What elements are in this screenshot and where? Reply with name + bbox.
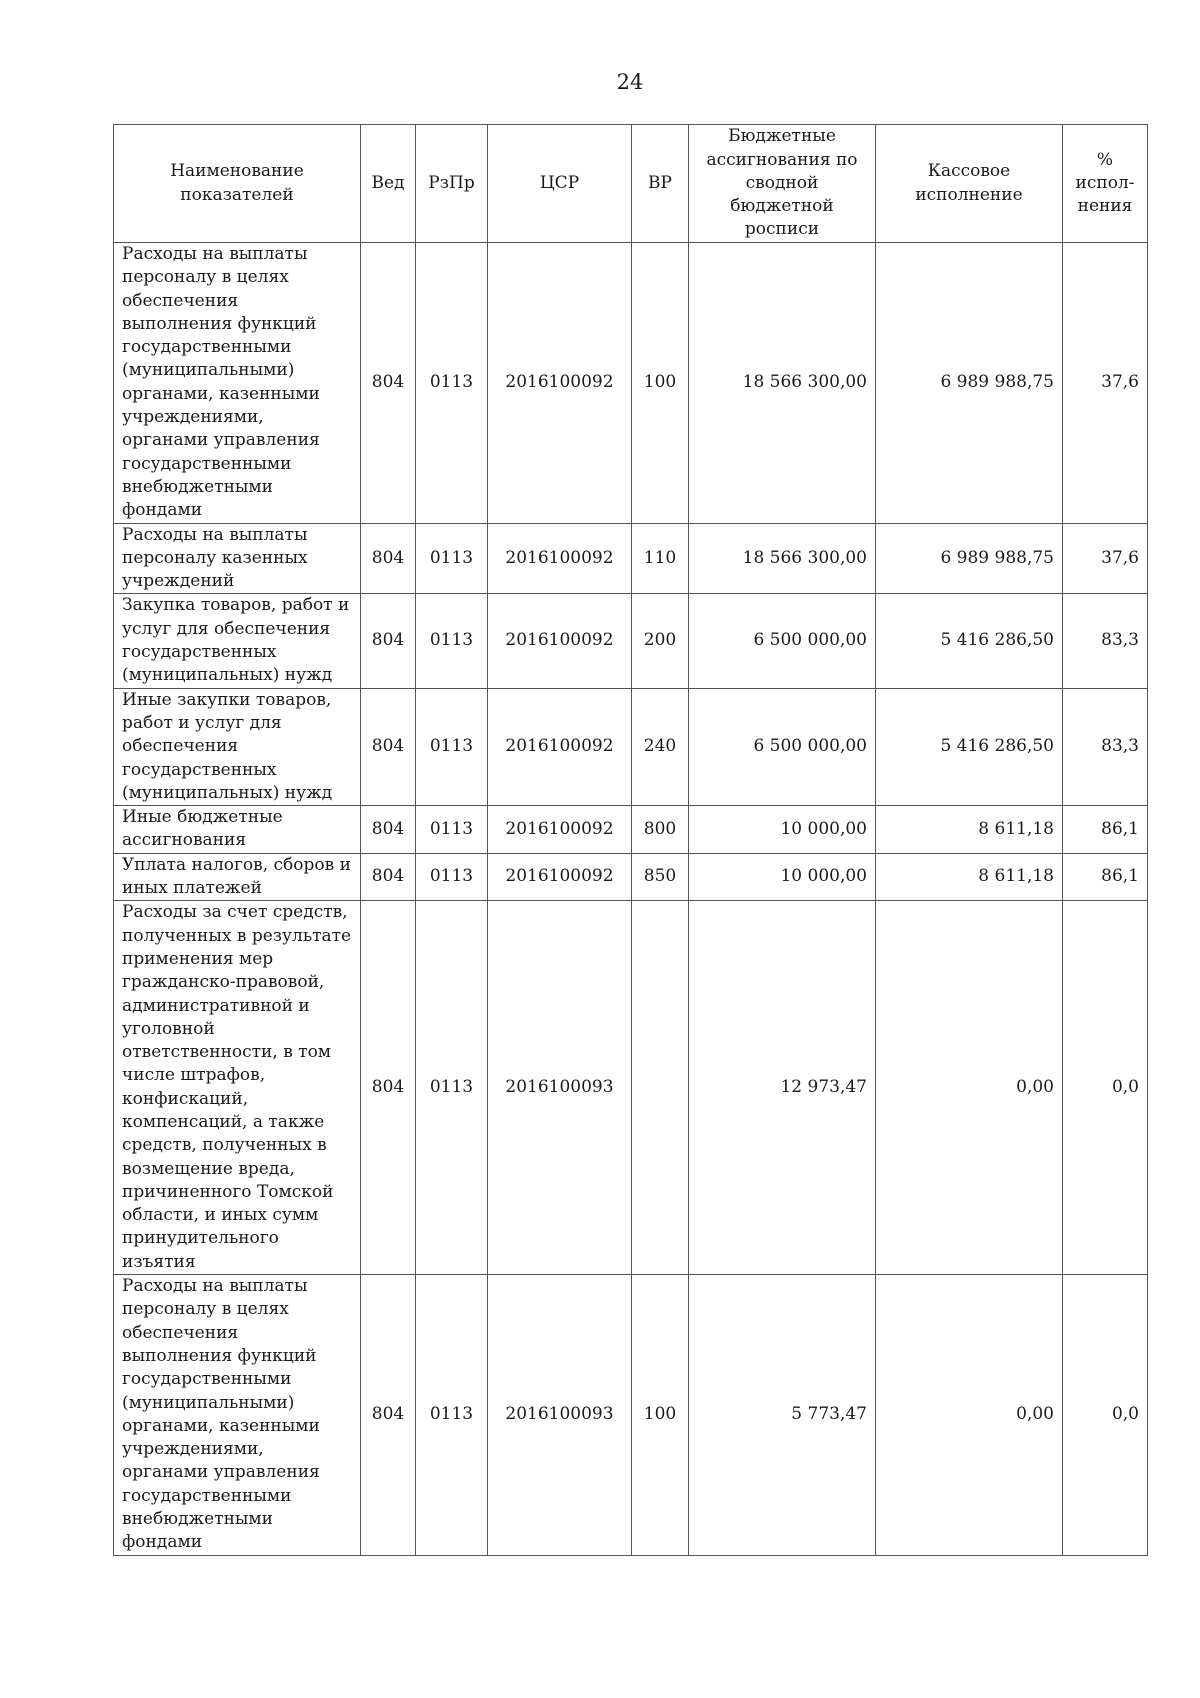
- header-cash: Кассовое исполнение: [876, 125, 1063, 243]
- row-vr: 200: [632, 594, 689, 688]
- row-ved: 804: [361, 901, 416, 1275]
- row-budget: 18 566 300,00: [689, 523, 876, 594]
- row-vr: 850: [632, 853, 689, 901]
- row-csr: 2016100093: [488, 1275, 632, 1556]
- row-rzpr: 0113: [416, 853, 488, 901]
- row-ved: 804: [361, 594, 416, 688]
- row-budget: 6 500 000,00: [689, 594, 876, 688]
- row-rzpr: 0113: [416, 594, 488, 688]
- table-row: [114, 806, 1148, 854]
- row-vr: 100: [632, 243, 689, 524]
- row-ved: 804: [361, 523, 416, 594]
- row-name: Закупка товаров, работ и услуг для обеспечения государственных (муниципальных) нужд: [114, 594, 361, 688]
- row-csr: 2016100093: [488, 901, 632, 1275]
- row-vr: 110: [632, 523, 689, 594]
- row-rzpr: 0113: [416, 243, 488, 524]
- row-budget: 6 500 000,00: [689, 688, 876, 805]
- row-csr: 2016100092: [488, 523, 632, 594]
- header-ved: Вед: [361, 125, 416, 243]
- row-pct: 37,6: [1063, 243, 1148, 524]
- row-cash: 5 416 286,50: [876, 594, 1063, 688]
- table-row: [114, 523, 1148, 594]
- row-budget: 18 566 300,00: [689, 243, 876, 524]
- row-vr: [632, 901, 689, 1275]
- row-budget: 10 000,00: [689, 806, 876, 854]
- row-cash: 5 416 286,50: [876, 688, 1063, 805]
- row-rzpr: 0113: [416, 901, 488, 1275]
- row-csr: 2016100092: [488, 688, 632, 805]
- header-rzpr: РзПр: [416, 125, 488, 243]
- row-pct: 86,1: [1063, 853, 1148, 901]
- budget-table: [113, 124, 1148, 1556]
- table-row: [114, 1275, 1148, 1556]
- row-vr: 240: [632, 688, 689, 805]
- row-name: Иные бюджетные ассигнования: [114, 806, 361, 854]
- table-row: [114, 901, 1148, 1275]
- table-row: [114, 243, 1148, 524]
- row-name: Расходы на выплаты персоналу казенных учреждений: [114, 523, 361, 594]
- header-budget: Бюджетные ассигнования по сводной бюджетной росписи: [689, 125, 876, 243]
- row-budget: 12 973,47: [689, 901, 876, 1275]
- header-row: [114, 125, 1148, 243]
- row-csr: 2016100092: [488, 853, 632, 901]
- row-name: Расходы на выплаты персоналу в целях обеспечения выполнения функций государственными (муниципальными) органами, казенными учреждениями, органами управления государственными внебюджетными фондами: [114, 243, 361, 524]
- row-csr: 2016100092: [488, 243, 632, 524]
- row-rzpr: 0113: [416, 806, 488, 854]
- row-rzpr: 0113: [416, 1275, 488, 1556]
- row-name: Расходы за счет средств, полученных в результате применения мер гражданско-правовой, административной и уголовной ответственности, в том числе штрафов, конфискаций, компенсаций, а также средств, полученных в возмещение вреда, причиненного Томской области, и иных сумм принудительного изъятия: [114, 901, 361, 1275]
- row-budget: 10 000,00: [689, 853, 876, 901]
- row-rzpr: 0113: [416, 688, 488, 805]
- row-pct: 0,0: [1063, 1275, 1148, 1556]
- row-csr: 2016100092: [488, 806, 632, 854]
- row-vr: 800: [632, 806, 689, 854]
- row-ved: 804: [361, 853, 416, 901]
- row-cash: 6 989 988,75: [876, 243, 1063, 524]
- table-row: [114, 594, 1148, 688]
- header-vr: ВР: [632, 125, 689, 243]
- row-pct: 86,1: [1063, 806, 1148, 854]
- table-row: [114, 688, 1148, 805]
- header-csr: ЦСР: [488, 125, 632, 243]
- row-cash: 8 611,18: [876, 853, 1063, 901]
- row-pct: 83,3: [1063, 688, 1148, 805]
- row-pct: 83,3: [1063, 594, 1148, 688]
- row-ved: 804: [361, 688, 416, 805]
- row-cash: 6 989 988,75: [876, 523, 1063, 594]
- header-pct: % испол-нения: [1063, 125, 1148, 243]
- row-rzpr: 0113: [416, 523, 488, 594]
- row-cash: 0,00: [876, 1275, 1063, 1556]
- row-name: Иные закупки товаров, работ и услуг для обеспечения государственных (муниципальных) нужд: [114, 688, 361, 805]
- row-ved: 804: [361, 243, 416, 524]
- row-ved: 804: [361, 1275, 416, 1556]
- row-ved: 804: [361, 806, 416, 854]
- page-number: 24: [616, 70, 644, 94]
- row-cash: 8 611,18: [876, 806, 1063, 854]
- row-pct: 0,0: [1063, 901, 1148, 1275]
- row-cash: 0,00: [876, 901, 1063, 1275]
- row-pct: 37,6: [1063, 523, 1148, 594]
- header-name: Наименование показателей: [114, 125, 361, 243]
- row-vr: 100: [632, 1275, 689, 1556]
- row-budget: 5 773,47: [689, 1275, 876, 1556]
- table-row: [114, 853, 1148, 901]
- row-name: Уплата налогов, сборов и иных платежей: [114, 853, 361, 901]
- row-csr: 2016100092: [488, 594, 632, 688]
- row-name: Расходы на выплаты персоналу в целях обеспечения выполнения функций государственными (муниципальными) органами, казенными учреждениями, органами управления государственными внебюджетными фондами: [114, 1275, 361, 1556]
